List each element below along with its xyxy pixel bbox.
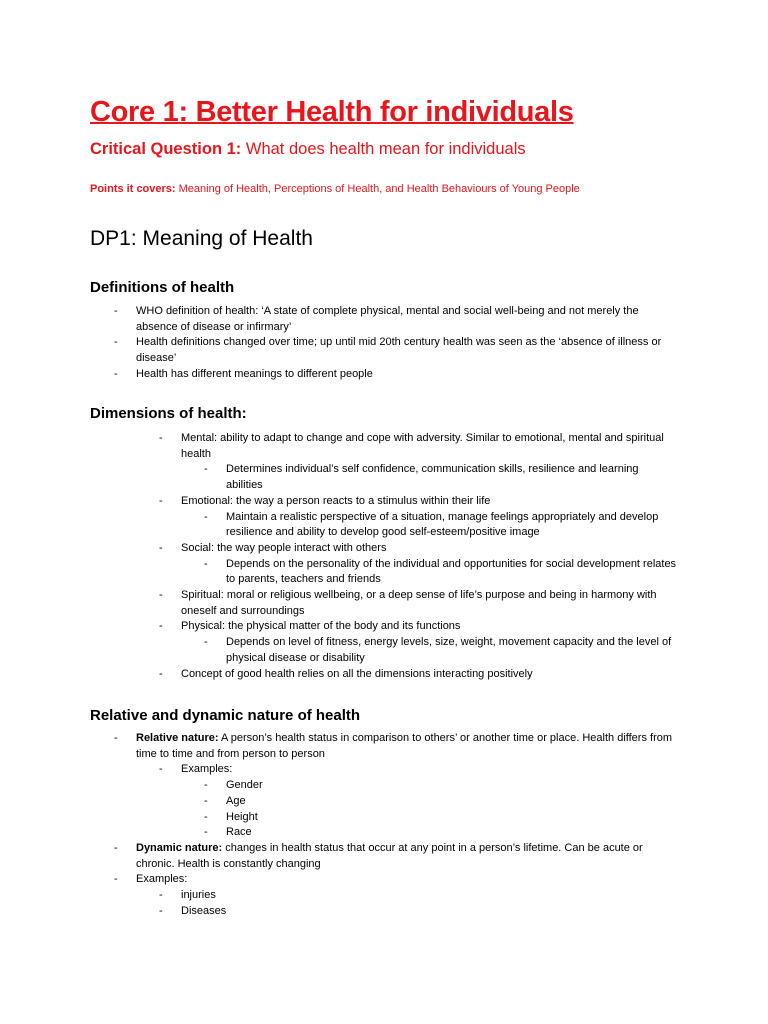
- bullet-dash: -: [204, 636, 208, 649]
- bullet-dash: -: [159, 667, 163, 680]
- bullet-dash: -: [204, 810, 208, 823]
- bullet-dash: -: [159, 889, 163, 902]
- list-item: [0, 367, 678, 383]
- list-item: [0, 619, 678, 635]
- definitions-heading: Definitions of health: [90, 279, 235, 296]
- page-title: Core 1: Better Health for individuals: [90, 96, 574, 128]
- bullet-dash: -: [114, 305, 118, 317]
- bullet-dash: -: [204, 826, 208, 839]
- relative-nature-label: Relative nature:: [136, 732, 219, 744]
- bullet-dash: -: [114, 336, 118, 349]
- bullet-dash: -: [159, 620, 163, 633]
- relative-list: [0, 731, 768, 919]
- list-item: [0, 588, 678, 619]
- bullet-dash: -: [159, 494, 163, 507]
- list-item: [0, 494, 678, 510]
- list-item: [0, 541, 678, 557]
- list-item: [0, 888, 678, 904]
- dynamic-nature-label: Dynamic nature:: [136, 841, 223, 854]
- bullet-dash: -: [204, 557, 208, 570]
- dp1-heading: DP1: Meaning of Health: [90, 227, 313, 250]
- list-item: [0, 872, 678, 888]
- list-item-text: Spiritual: moral or religious wellbeing, or a deep sense of life’s purpose and being in harmony with oneself and surroundings: [181, 589, 657, 617]
- list-item: [0, 810, 678, 826]
- bullet-dash: -: [159, 432, 163, 444]
- bullet-dash: -: [159, 541, 163, 554]
- dynamic-nature-text: changes in health status that occur at any point in a person’s lifetime. Can be acute or chronic. Health is constantly changing: [136, 841, 643, 870]
- bullet-dash: -: [204, 510, 208, 523]
- bullet-dash: -: [114, 841, 118, 854]
- list-item-text: WHO definition of health: ‘A state of complete physical, mental and social well-being and not merely the absence of disease or infirmary’: [136, 305, 639, 333]
- list-item-text: Social: the way people interact with others: [181, 541, 387, 554]
- list-item: [0, 667, 678, 683]
- dimensions-list: [0, 431, 768, 682]
- points-text: Meaning of Health, Perceptions of Health, and Health Behaviours of Young People: [175, 183, 580, 195]
- relative-nature-text: A person’s health status in comparison to others’ or another time or place. Health differs from time to time and from person to person: [136, 732, 673, 760]
- list-item: [0, 731, 678, 762]
- list-item: [0, 304, 678, 335]
- list-item: [0, 462, 678, 493]
- list-item-text: Health has different meanings to different people: [136, 367, 373, 380]
- bullet-dash: -: [159, 763, 163, 776]
- list-item: [0, 510, 678, 541]
- critical-question: [90, 140, 526, 159]
- list-item: [0, 557, 678, 588]
- bullet-dash: -: [114, 732, 118, 744]
- definitions-list: [0, 304, 768, 383]
- bullet-dash: -: [114, 367, 118, 380]
- bullet-dash: -: [204, 463, 208, 476]
- list-item-text: Height: [226, 810, 258, 823]
- list-item-text: [136, 731, 678, 762]
- bullet-dash: -: [204, 779, 208, 792]
- list-item-text: Health definitions changed over time; up until mid 20th century health was seen as the ‘absence of illness or disease’: [136, 336, 662, 365]
- list-item: [0, 335, 678, 366]
- list-item-text: [136, 841, 678, 872]
- list-item-text: Examples:: [181, 763, 233, 776]
- list-item: [0, 762, 678, 778]
- list-item-text: Diseases: [181, 904, 227, 917]
- bullet-dash: -: [159, 904, 163, 917]
- points-covered: [90, 183, 580, 195]
- list-item: [0, 431, 678, 462]
- list-item-text: injuries: [181, 889, 216, 902]
- list-item-text: Age: [226, 794, 246, 807]
- list-item-text: Concept of good health relies on all the dimensions interacting positively: [181, 667, 533, 680]
- bullet-dash: -: [114, 873, 118, 886]
- relative-heading: Relative and dynamic nature of health: [90, 707, 361, 724]
- list-item-text: Mental: ability to adapt to change and cope with adversity. Similar to emotional, mental and spiritual health: [181, 432, 664, 460]
- list-item: [0, 635, 678, 666]
- list-item-text: Gender: [226, 779, 263, 792]
- list-item-text: Depends on level of fitness, energy levels, size, weight, movement capacity and the level of physical disease or disability: [226, 636, 672, 664]
- list-item: [0, 904, 678, 920]
- list-item-text: Emotional: the way a person reacts to a stimulus within their life: [181, 494, 491, 507]
- list-item: [0, 841, 678, 872]
- list-item-text: Depends on the personality of the individual and opportunities for social development relates to parents, teachers and friends: [226, 557, 677, 586]
- list-item-text: Examples:: [136, 873, 188, 886]
- list-item-text: Race: [226, 826, 252, 839]
- list-item-text: Maintain a realistic perspective of a situation, manage feelings appropriately and develop resilience and ability to develop good self-esteem/positive image: [226, 510, 659, 539]
- bullet-dash: -: [159, 589, 163, 602]
- list-item-text: Physical: the physical matter of the body and its functions: [181, 620, 461, 633]
- points-label: Points it covers:: [90, 183, 176, 195]
- list-item: [0, 778, 678, 794]
- critical-question-text: What does health mean for individuals: [241, 140, 526, 158]
- bullet-dash: -: [204, 794, 208, 807]
- list-item: [0, 794, 678, 810]
- dimensions-heading: Dimensions of health:: [90, 405, 247, 422]
- list-item: [0, 825, 678, 841]
- list-item-text: Determines individual’s self confidence, communication skills, resilience and learning abilities: [226, 463, 639, 492]
- critical-question-label: Critical Question 1:: [90, 140, 242, 158]
